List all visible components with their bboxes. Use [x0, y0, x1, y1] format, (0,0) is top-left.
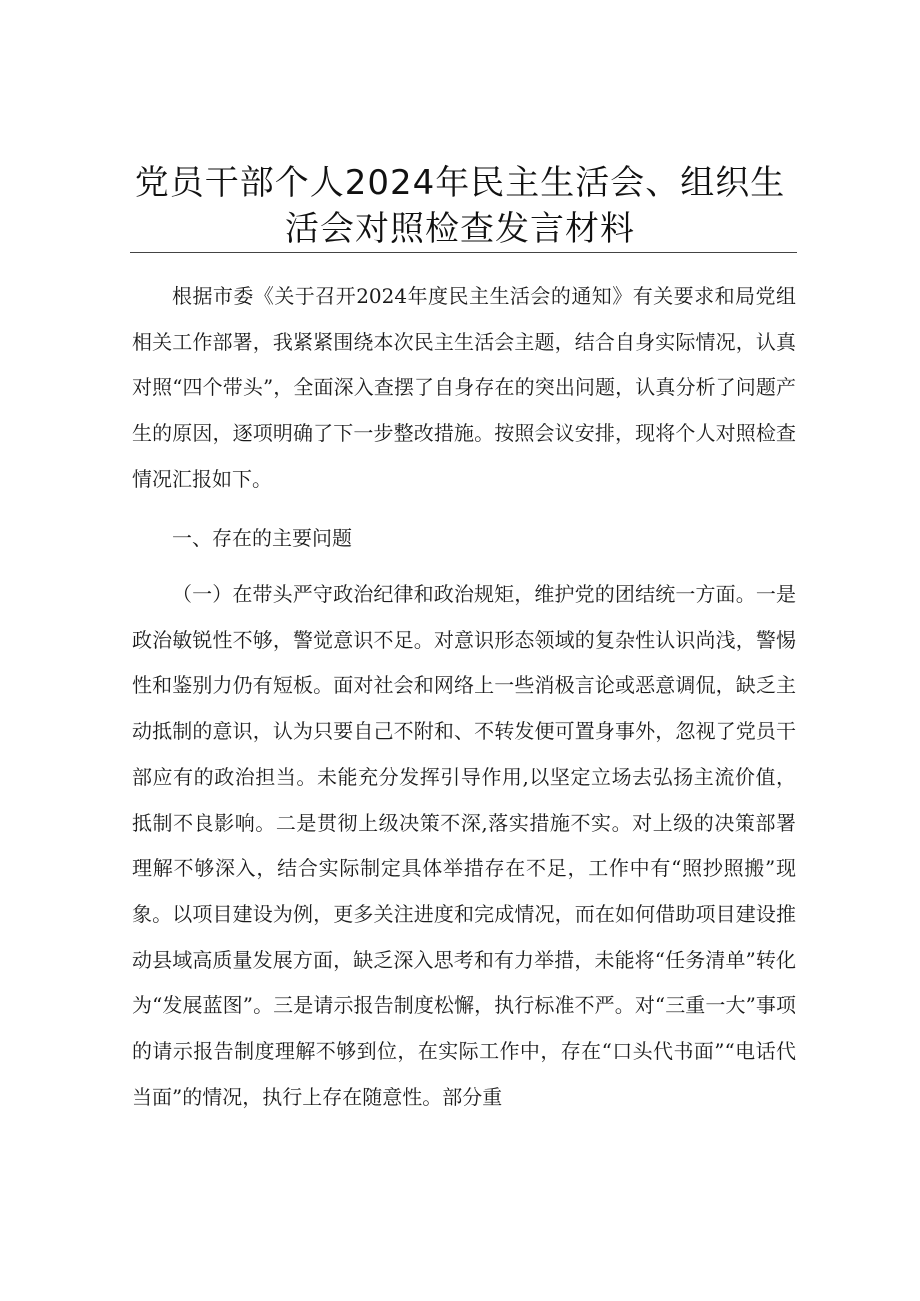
- body-paragraph: （一）在带头严守政治纪律和政治规矩，维护党的团结统一方面。一是政治敏锐性不够，警觉意识不足。对意识形态领域的复杂性认识尚浅，警惕性和鉴别力仍有短板。面对社会和网络上一些消极言论或恶意调侃，缺乏主动抵制的意识，认为只要自己不附和、不转发便可置身事外，忽视了党员干部应有的政治担当。未能充分发挥引导作用,以坚定立场去弘扬主流价值，抵制不良影响。二是贯彻上级决策不深,落实措施不实。对上级的决策部署理解不够深入，结合实际制定具体举措存在不足，工作中有“照抄照搬”现象。以项目建设为例，更多关注进度和完成情况，而在如何借助项目建设推动县域高质量发展方面，缺乏深入思考和有力举措，未能将“任务清单”转化为“发展蓝图”。三是请示报告制度松懈，执行标准不严。对“三重一大”事项的请示报告制度理解不够到位，在实际工作中，存在“口头代书面”“电话代当面”的情况，执行上存在随意性。部分重: [132, 582, 796, 1109]
- intro-paragraph: 根据市委《关于召开2024年度民主生活会的通知》有关要求和局党组相关工作部署，我紧紧围绕本次民主生活会主题，结合自身实际情况，认真对照“四个带头”，全面深入查摆了自身存在的突出问题，认真分析了问题产生的原因，逐项明确了下一步整改措施。按照会议安排，现将个人对照检查情况汇报如下。: [132, 284, 796, 491]
- title-divider: [130, 252, 797, 253]
- document-title: 党员干部个人2024年民主生活会、组织生活会对照检查发言材料: [134, 163, 786, 249]
- section-heading: 一、存在的主要问题: [172, 526, 352, 550]
